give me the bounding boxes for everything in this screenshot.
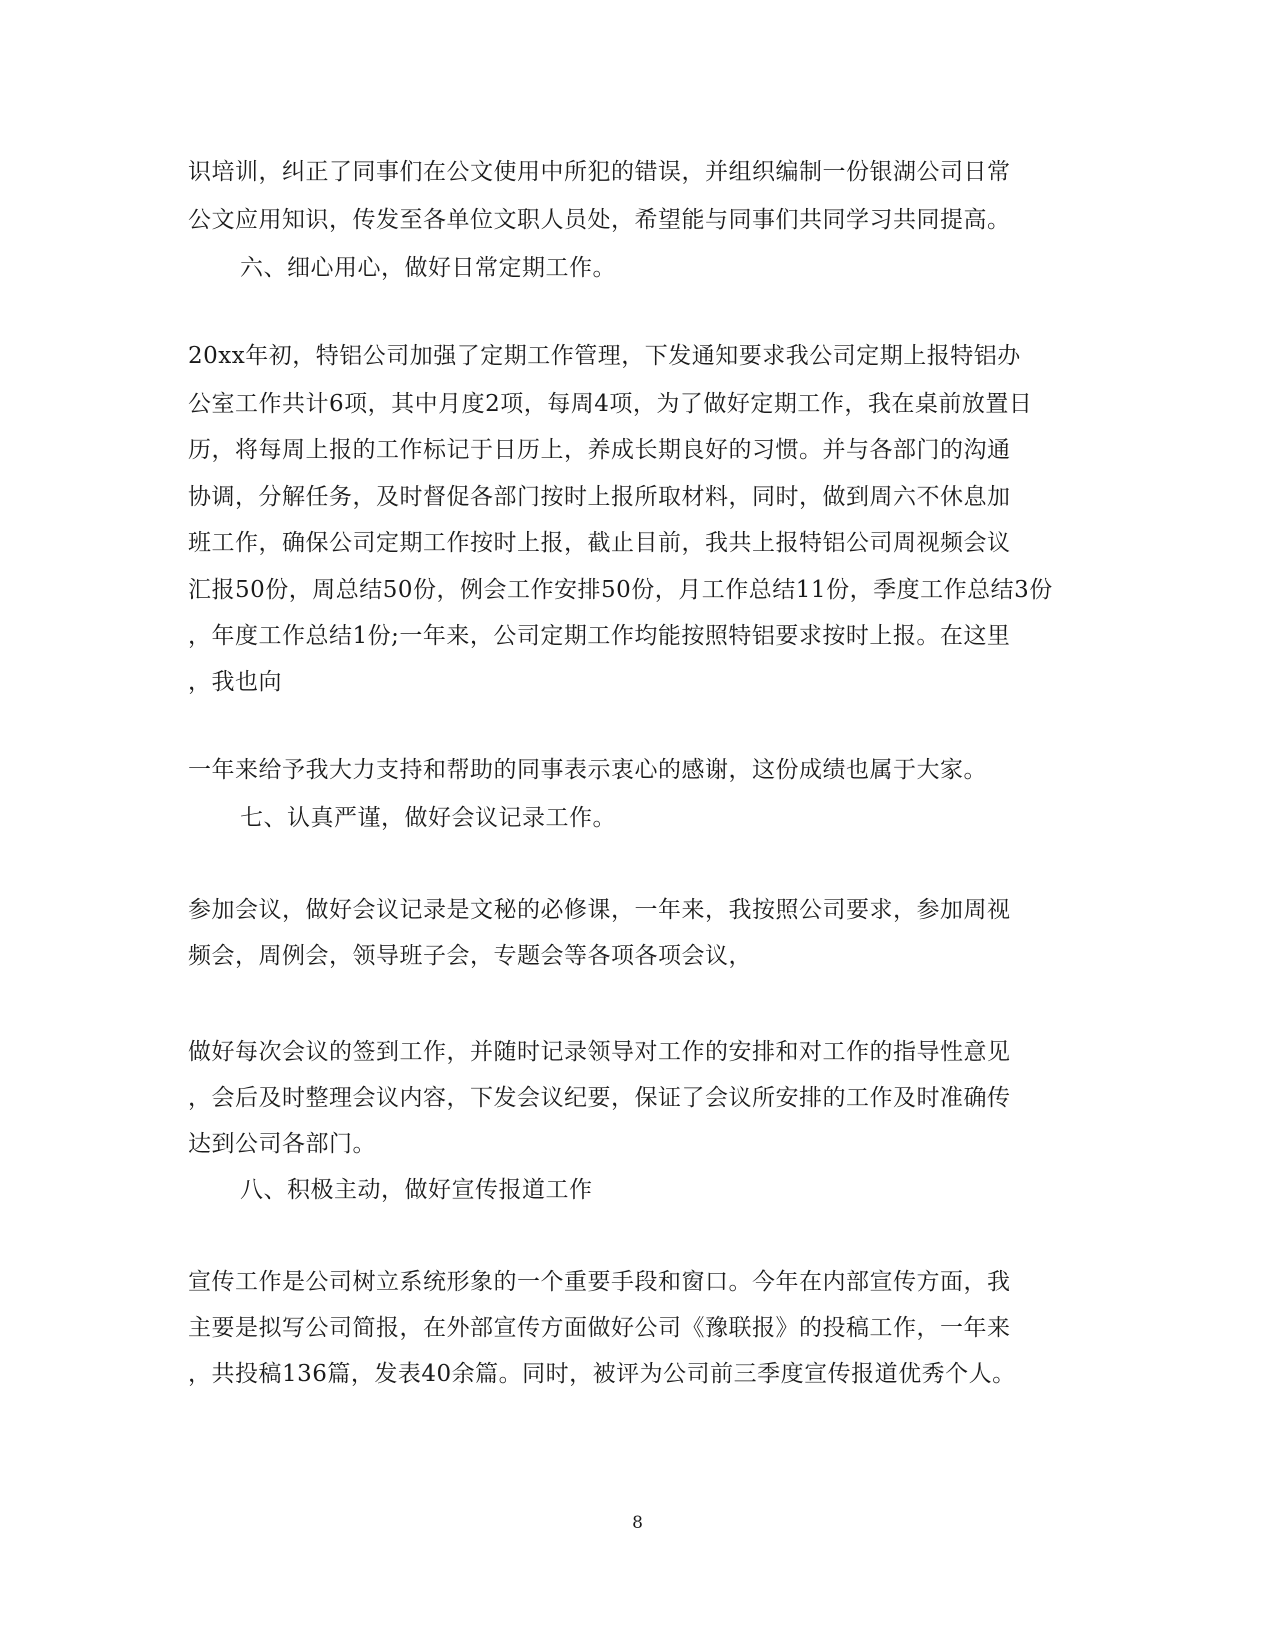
page-number: 8 xyxy=(632,1513,643,1533)
body-text-line: 20xx年初，特铝公司加强了定期工作管理，下发通知要求我公司定期上报特铝办 xyxy=(188,343,1021,369)
section-heading: 七、认真严谨，做好会议记录工作。 xyxy=(240,805,616,831)
body-text-line: ，我也向 xyxy=(188,669,282,695)
body-text-line: 历，将每周上报的工作标记于日历上，养成长期良好的习惯。并与各部门的沟通 xyxy=(188,437,1011,463)
body-text-line: 主要是拟写公司简报，在外部宣传方面做好公司《豫联报》的投稿工作，一年来 xyxy=(188,1315,1011,1341)
body-text-line: 频会，周例会，领导班子会，专题会等各项各项会议， xyxy=(188,943,752,969)
body-text-line: 识培训，纠正了同事们在公文使用中所犯的错误，并组织编制一份银湖公司日常 xyxy=(188,159,1011,185)
body-text-line: ，共投稿136篇，发表40余篇。同时，被评为公司前三季度宣传报道优秀个人。 xyxy=(188,1361,1016,1387)
section-heading: 八、积极主动，做好宣传报道工作 xyxy=(240,1177,593,1203)
body-text-line: 参加会议，做好会议记录是文秘的必修课，一年来，我按照公司要求，参加周视 xyxy=(188,897,1011,923)
section-heading: 六、细心用心，做好日常定期工作。 xyxy=(240,255,616,281)
body-text-line: 公室工作共计6项，其中月度2项，每周4项，为了做好定期工作，我在桌前放置日 xyxy=(188,391,1033,417)
body-text-line: ，会后及时整理会议内容，下发会议纪要，保证了会议所安排的工作及时准确传 xyxy=(188,1085,1011,1111)
body-text-line: 协调，分解任务，及时督促各部门按时上报所取材料，同时，做到周六不休息加 xyxy=(188,484,1011,510)
body-text-line: 公文应用知识，传发至各单位文职人员处，希望能与同事们共同学习共同提高。 xyxy=(188,207,1011,233)
body-text-line: 汇报50份，周总结50份，例会工作安排50份，月工作总结11份，季度工作总结3份 xyxy=(188,577,1053,603)
body-text-line: ，年度工作总结1份;一年来，公司定期工作均能按照特铝要求按时上报。在这里 xyxy=(188,623,1011,649)
body-text-line: 班工作，确保公司定期工作按时上报，截止目前，我共上报特铝公司周视频会议 xyxy=(188,530,1011,556)
body-text-line: 一年来给予我大力支持和帮助的同事表示衷心的感谢，这份成绩也属于大家。 xyxy=(188,757,987,783)
body-text-line: 做好每次会议的签到工作，并随时记录领导对工作的安排和对工作的指导性意见 xyxy=(188,1039,1011,1065)
body-text-line: 宣传工作是公司树立系统形象的一个重要手段和窗口。今年在内部宣传方面，我 xyxy=(188,1269,1011,1295)
body-text-line: 达到公司各部门。 xyxy=(188,1131,376,1157)
